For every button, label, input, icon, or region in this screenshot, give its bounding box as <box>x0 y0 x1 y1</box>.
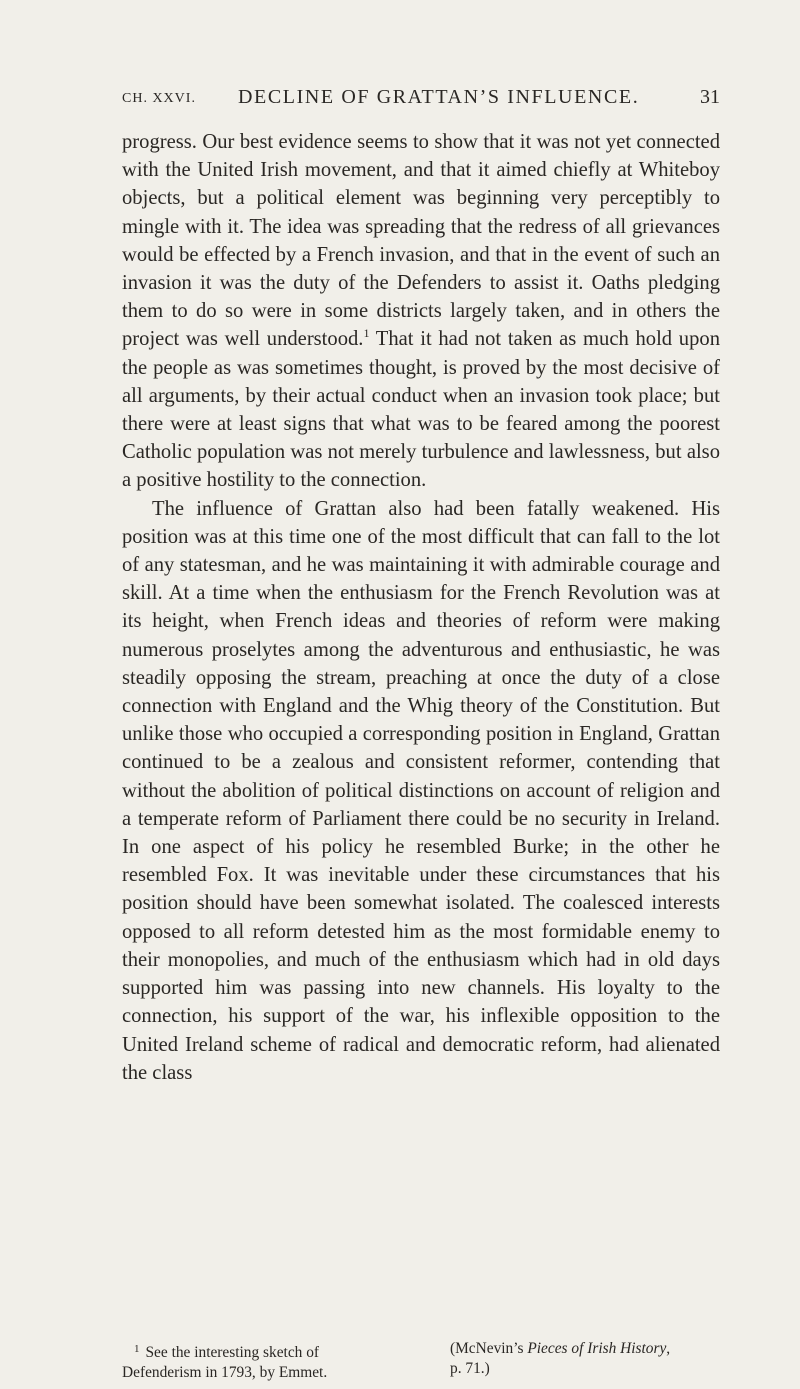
footnote-right-column <box>450 1339 725 1379</box>
footnote-left-line-1 <box>122 1339 442 1363</box>
footnote-ref-1: 1 <box>363 326 370 341</box>
page-number: 31 <box>700 86 720 108</box>
footnote-right-line-1 <box>450 1339 725 1359</box>
running-title: DECLINE OF GRATTAN’S INFLUENCE. <box>238 86 640 108</box>
footnote-right-line-2: p. 71.) <box>450 1360 490 1377</box>
chapter-label: CH. XXVI. <box>122 91 196 106</box>
footnote-citation-suffix: , <box>666 1340 671 1357</box>
footnote-book-title: Pieces of Irish History <box>527 1340 667 1357</box>
running-head <box>122 86 720 116</box>
paragraph-2: The influence of Grattan also had been fatally weakened. His position was at this time one of the most difficult that can fall to the lot of any statesman, and he was maintaining it with admirable courage and skill. At a time when the enthusiasm for the French Revolution was at its height, when French ideas and theories of reform were making numerous proselytes among the adventurous and enthusiastic, he was steadily opposing the stream, preaching at once the duty of a close connection with England and the Whig theory of the Constitution. But unlike those who occupied a corresponding position in England, Grattan continued to be a zealous and consistent reformer, contending that without the abolition of political distinctions on account of religion and a temperate reform of Parliament there could be no security in Ireland. In one aspect of his policy he resembled Burke; in the other he resembled Fox. It was inevitable under these circumstances that his position should have been somewhat isolated. The coalesced interests opposed to all reform detested him as the most formidable enemy to their monopolies, and much of the enthusiasm which had in old days supported him was passing into new channels. His loyalty to the connection, his support of the war, his inflexible opposition to the United Ireland scheme of radical and democratic reform, had alienated the class <box>122 497 720 1084</box>
footnote-left-column <box>122 1339 442 1383</box>
paragraph-1-continued: That it had not taken as much hold upon the people as was sometimes thought, is proved by the most decisive of all arguments, by their actual conduct when an invasion took place; but there were at least signs that what was to be feared among the poorest Catholic population was not merely turbulence and lawlessness, but also a positive hostility to the connection. <box>122 328 720 492</box>
footnote-mark: 1 <box>134 1343 140 1355</box>
body-text <box>122 128 720 1087</box>
footnote-citation-prefix: (McNevin’s <box>450 1340 528 1357</box>
footnote-left-line-1-text: See the interesting sketch of <box>145 1344 320 1361</box>
footnote-left-line-2: Defenderism in 1793, by Emmet. <box>122 1364 328 1381</box>
paragraph-1 <box>122 128 720 495</box>
paragraph-1-text: progress. Our best evidence seems to show that it was not yet connected with the United Irish movement, and that it aimed chiefly at Whiteboy objects, but a political element was beginning very perceptibly to mingle with it. The idea was spreading that the redress of all grievances would be effected by a French invasion, and that in the event of such an invasion it was the duty of the Defenders to assist it. Oaths pledging them to do so were in some districts largely taken, and in others the project was well understood. <box>122 131 720 351</box>
